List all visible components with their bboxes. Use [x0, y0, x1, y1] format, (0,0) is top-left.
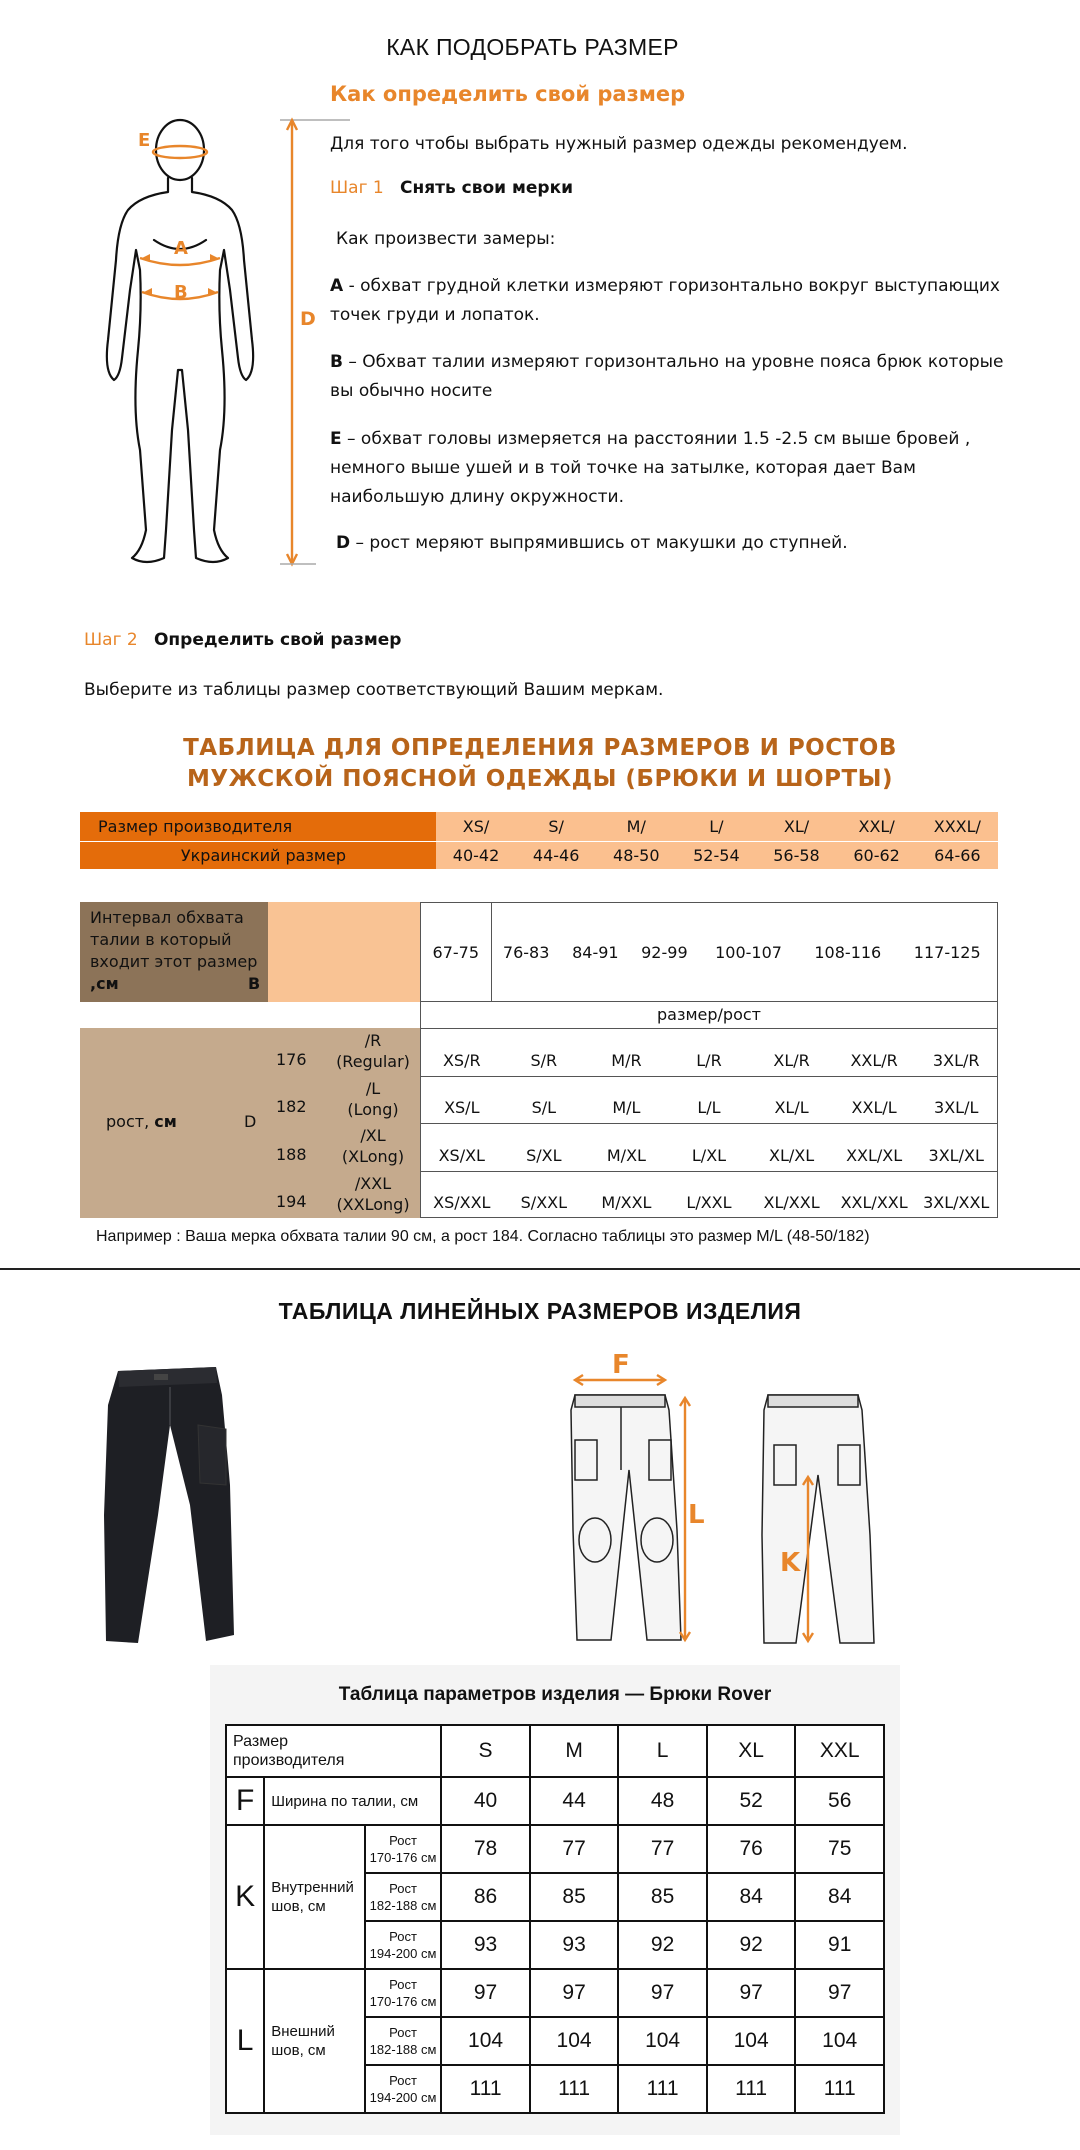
step2-text: Определить свой размер: [153, 630, 402, 650]
waist-label-b: B: [248, 974, 261, 993]
size-height-cell: L/XXL: [668, 1171, 751, 1219]
size-height-header: размер/рост: [420, 1002, 998, 1029]
size-table-title-2: МУЖСКОЙ ПОЯСНОЙ ОДЕЖДЫ (БРЮКИ И ШОРТЫ): [186, 766, 893, 792]
height-range: [365, 2017, 441, 2065]
size-header-table: [80, 812, 998, 869]
pants-photo: [98, 1365, 238, 1645]
maker-size: XS/: [436, 812, 516, 841]
waist-label-unit: ,см: [90, 974, 119, 993]
waist-value: 84-91: [561, 903, 630, 1002]
height-d: D: [244, 1112, 257, 1131]
ua-size-label: Украинский размер: [80, 841, 436, 869]
l-value: 104: [795, 2017, 884, 2065]
height-code: [326, 1125, 420, 1167]
k-value: 86: [441, 1873, 530, 1921]
measure-a-text: - обхват грудной клетки измеряют горизонтально вокруг выступающих точек груди и лопаток.: [330, 276, 1000, 325]
pants-diagram-front: [565, 1350, 705, 1650]
k-label-line: шов, см: [271, 1898, 326, 1915]
size-height-cell: S/L: [503, 1076, 586, 1124]
diagram-label-f: F: [612, 1350, 630, 1380]
step1-label: Шаг 1: [330, 178, 384, 198]
size-height-cell: XS/R: [420, 1028, 503, 1076]
waist-label-line: Интервал обхвата: [90, 908, 244, 927]
height-value: 188: [276, 1144, 307, 1164]
height-code: [326, 1030, 420, 1072]
height-label-cell: [80, 1028, 268, 1218]
size-height-cell: 3XL/R: [915, 1028, 998, 1076]
height-range: [365, 2065, 441, 2113]
height-value: 176: [276, 1049, 307, 1069]
waist-value: 100-107: [699, 903, 798, 1002]
ua-size: 64-66: [917, 841, 998, 869]
l-value: 97: [707, 1969, 796, 2017]
k-value: 77: [618, 1825, 707, 1873]
step1: [330, 178, 573, 198]
diagram-label-k: K: [780, 1548, 801, 1578]
size-height-cell: 3XL/XL: [915, 1123, 998, 1171]
measure-a: [330, 272, 1020, 330]
size-height-cell: M/XL: [585, 1123, 668, 1171]
size-height-cell: S/XXL: [503, 1171, 586, 1219]
how-measure: Как произвести замеры:: [336, 229, 556, 249]
height-unit: см: [154, 1112, 177, 1131]
f-value: 56: [795, 1777, 884, 1825]
linear-title: ТАБЛИЦА ЛИНЕЙНЫХ РАЗМЕРОВ ИЗДЕЛИЯ: [278, 1298, 802, 1324]
measure-e-text: – обхват головы измеряется на расстоянии 1.5 -2.5 см выше бровей , немного выше ушей и в той точке на затылке, которая дает Вам наибольшую длину окружности.: [330, 429, 971, 507]
height-range-value: 182-188 см: [369, 2042, 437, 2057]
size-height-cell: XS/XL: [420, 1123, 503, 1171]
l-value: 111: [441, 2065, 530, 2113]
size-height-cell: XL/XL: [750, 1123, 833, 1171]
label-d: D: [300, 308, 316, 330]
k-value: 78: [441, 1825, 530, 1873]
maker-size: XL/: [756, 812, 836, 841]
k-label-line: Внутренний: [271, 1879, 354, 1896]
diagram-label-l: L: [688, 1500, 705, 1530]
size-height-cell: XXL/L: [833, 1076, 916, 1124]
size-height-cell: M/R: [585, 1028, 668, 1076]
height-code-name: (Regular): [336, 1052, 410, 1071]
l-value: 97: [441, 1969, 530, 2017]
ua-size: 48-50: [596, 841, 676, 869]
l-label: [264, 1969, 365, 2113]
height-code-short: /L: [365, 1078, 381, 1098]
height-range: [365, 1873, 441, 1921]
f-value: 52: [707, 1777, 796, 1825]
size-header: S: [441, 1725, 530, 1777]
size-header: XL: [707, 1725, 796, 1777]
k-value: 85: [618, 1873, 707, 1921]
waist-label-line: входит этот размер: [90, 952, 258, 971]
step1-text: Снять свои мерки: [399, 178, 574, 198]
maker-header-line: производителя: [233, 1752, 345, 1769]
height-range-value: 170-176 см: [369, 1850, 437, 1865]
height-code-short: /XXL: [354, 1173, 392, 1193]
k-value: 75: [795, 1825, 884, 1873]
ua-size: 40-42: [436, 841, 516, 869]
size-height-cell: XL/L: [750, 1076, 833, 1124]
size-table-title-1: ТАБЛИЦА ДЛЯ ОПРЕДЕЛЕНИЯ РАЗМЕРОВ И РОСТОВ: [183, 735, 897, 761]
height-value: 194: [276, 1192, 307, 1211]
l-value: 104: [441, 2017, 530, 2065]
measure-d-key: D: [336, 533, 351, 553]
height-range-label: Рост: [389, 1977, 417, 1992]
ua-size: 44-46: [516, 841, 596, 869]
waist-value: 92-99: [630, 903, 699, 1002]
height-range-label: Рост: [389, 2073, 417, 2088]
step2-label: Шаг 2: [84, 630, 138, 650]
size-height-cell: XXL/XXL: [833, 1171, 916, 1219]
step2: [84, 630, 401, 650]
waist-value: 76-83: [491, 903, 561, 1002]
body-measurement-figure: [80, 110, 350, 580]
waist-label-cell: [80, 902, 268, 1002]
f-value: 40: [441, 1777, 530, 1825]
ua-size: 56-58: [756, 841, 836, 869]
l-value: 97: [795, 1969, 884, 2017]
height-code-name: (XXLong): [336, 1194, 410, 1214]
step2-desc: Выберите из таблицы размер соответствующий Вашим меркам.: [84, 680, 664, 700]
ua-size: 60-62: [837, 841, 917, 869]
waist-label-line: талии в который: [90, 930, 232, 949]
height-range-label: Рост: [389, 1833, 417, 1848]
height-range-label: Рост: [389, 2025, 417, 2040]
size-height-cell: XXL/R: [833, 1028, 916, 1076]
height-code-name: (XLong): [341, 1147, 405, 1166]
k-value: 85: [530, 1873, 619, 1921]
maker-header-line: Размер: [233, 1733, 288, 1750]
height-code: [326, 1173, 420, 1215]
product-table: [225, 1724, 885, 2114]
height-range-value: 182-188 см: [369, 1898, 437, 1913]
maker-size: L/: [676, 812, 756, 841]
ua-size: 52-54: [676, 841, 756, 869]
k-key: K: [226, 1825, 264, 1969]
size-height-cell: L/R: [668, 1028, 751, 1076]
k-value: 84: [707, 1873, 796, 1921]
height-rows: [268, 1028, 998, 1218]
size-height-cell: L/L: [668, 1076, 751, 1124]
waist-spacer: [268, 902, 420, 1002]
l-value: 97: [618, 1969, 707, 2017]
label-e: E: [138, 130, 151, 151]
size-height-cell: L/XL: [668, 1123, 751, 1171]
height-value: 182: [276, 1097, 307, 1116]
size-height-cell: XXL/XL: [833, 1123, 916, 1171]
size-height-cell: 3XL/XXL: [915, 1171, 998, 1219]
height-code-short: /R: [364, 1031, 382, 1050]
size-height-cell: M/XXL: [585, 1171, 668, 1219]
height-range: [365, 1921, 441, 1969]
height-range: [365, 1825, 441, 1873]
k-value: 93: [441, 1921, 530, 1969]
size-height-cell: S/R: [503, 1028, 586, 1076]
k-value: 92: [618, 1921, 707, 1969]
size-height-cell: XS/L: [420, 1076, 503, 1124]
k-value: 77: [530, 1825, 619, 1873]
height-range-label: Рост: [389, 1929, 417, 1944]
size-height-cell: XS/XXL: [420, 1171, 503, 1219]
f-label: Ширина по талии, см: [264, 1777, 441, 1825]
measure-d: [336, 529, 848, 558]
maker-size-label: Размер производителя: [80, 812, 436, 841]
size-height-cell: XL/XXL: [750, 1171, 833, 1219]
label-b: B: [174, 282, 188, 303]
height-code: [326, 1078, 420, 1120]
maker-size: S/: [516, 812, 596, 841]
l-value: 111: [618, 2065, 707, 2113]
section-heading: Как определить свой размер: [330, 82, 686, 106]
measure-e: [330, 425, 1030, 512]
measure-b-text: – Обхват талии измеряют горизонтально на уровне пояса брюк которые вы обычно носите: [330, 352, 1004, 401]
measure-e-key: E: [330, 429, 342, 449]
height-range-label: Рост: [389, 1881, 417, 1896]
size-header: L: [618, 1725, 707, 1777]
height-range: [365, 1969, 441, 2017]
k-value: 76: [707, 1825, 796, 1873]
k-value: 91: [795, 1921, 884, 1969]
l-label-line: шов, см: [271, 2042, 326, 2059]
k-value: 92: [707, 1921, 796, 1969]
f-value: 48: [618, 1777, 707, 1825]
l-value: 111: [530, 2065, 619, 2113]
waist-value: 117-125: [897, 903, 997, 1002]
k-label: [264, 1825, 365, 1969]
product-table-title: Таблица параметров изделия — Брюки Rover: [338, 1684, 772, 1705]
l-value: 111: [707, 2065, 796, 2113]
l-label-line: Внешний: [271, 2023, 335, 2040]
height-label: рост,: [106, 1112, 150, 1131]
maker-header-cell: [226, 1725, 441, 1777]
l-value: 104: [530, 2017, 619, 2065]
maker-size: XXXL/: [917, 812, 998, 841]
size-height-cell: XL/R: [750, 1028, 833, 1076]
waist-value: 108-116: [798, 903, 897, 1002]
height-code-short: /XL: [360, 1126, 386, 1145]
f-key: F: [226, 1777, 264, 1825]
example-note: Например : Ваша мерка обхвата талии 90 см, а рост 184. Согласно таблицы это размер M/L (48-50/182): [96, 1228, 870, 1245]
height-range-value: 170-176 см: [369, 1994, 437, 2009]
l-value: 104: [707, 2017, 796, 2065]
height-range-value: 194-200 см: [369, 2090, 437, 2105]
measure-a-key: A: [330, 276, 344, 296]
l-value: 97: [530, 1969, 619, 2017]
intro-lead: Для того чтобы выбрать нужный размер одежды рекомендуем.: [330, 134, 908, 154]
measure-b: [330, 348, 1020, 406]
measure-b-key: B: [330, 352, 343, 372]
height-code-name: (Long): [347, 1099, 399, 1119]
blank-spacer: [80, 1002, 420, 1030]
l-key: L: [226, 1969, 264, 2113]
size-height-cell: 3XL/L: [915, 1076, 998, 1124]
l-value: 111: [795, 2065, 884, 2113]
maker-size: M/: [596, 812, 676, 841]
l-value: 104: [618, 2017, 707, 2065]
label-a: A: [174, 238, 188, 259]
measure-d-text: – рост меряют выпрямившись от макушки до ступней.: [350, 533, 848, 553]
k-value: 93: [530, 1921, 619, 1969]
size-header: XXL: [795, 1725, 884, 1777]
size-header: M: [530, 1725, 619, 1777]
size-height-cell: S/XL: [503, 1123, 586, 1171]
k-value: 84: [795, 1873, 884, 1921]
section-divider: [0, 1268, 1080, 1270]
maker-size: XXL/: [837, 812, 917, 841]
height-range-value: 194-200 см: [369, 1946, 437, 1961]
size-height-cell: M/L: [585, 1076, 668, 1124]
page-title: КАК ПОДОБРАТЬ РАЗМЕР: [386, 34, 679, 60]
waist-value: 67-75: [421, 903, 492, 1002]
pants-diagram-back: [760, 1385, 880, 1655]
waist-values-table: [420, 902, 998, 1002]
size-grid: [80, 902, 998, 1218]
f-value: 44: [530, 1777, 619, 1825]
